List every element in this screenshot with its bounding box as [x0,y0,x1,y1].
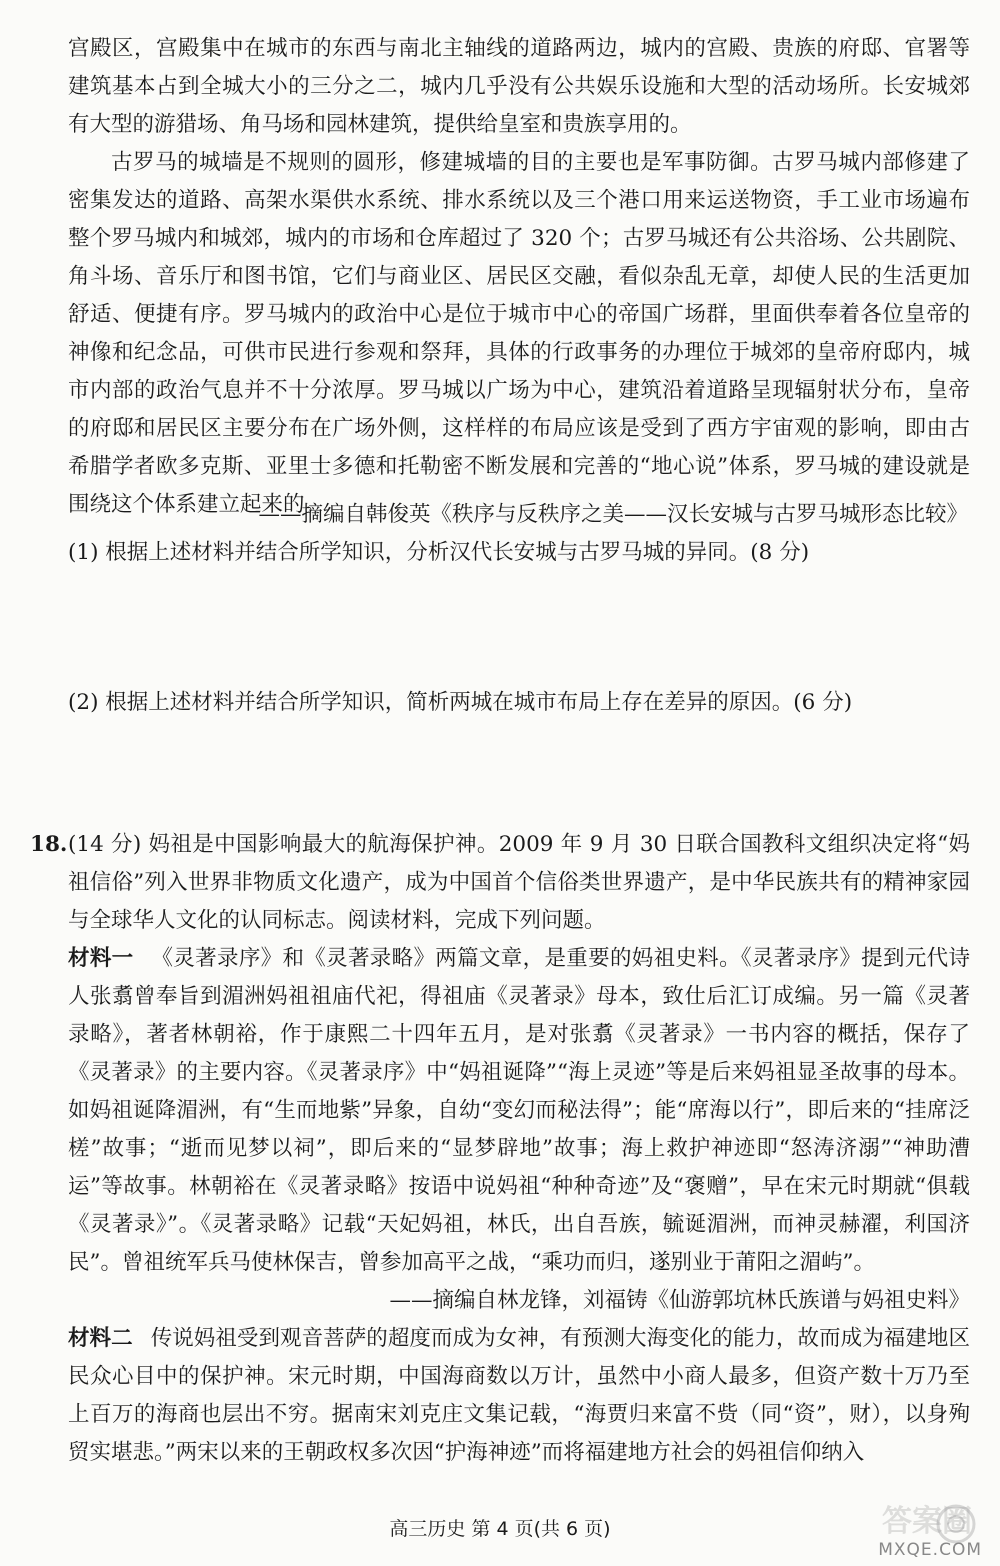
material-one [68,940,970,1282]
page-footer: 高三历史 第 4 页(共 6 页) [389,1518,611,1540]
question-17-part-2: (2) 根据上述材料并结合所学知识，简析两城在城市布局上存在差异的原因。(6 分) [68,690,853,715]
material-paragraph-changan: 宫殿区，宫殿集中在城市的东西与南北主轴线的道路两边，城内的宫殿、贵族的府邸、官署等建筑基本占到全城大小的三分之二，城内几乎没有公共娱乐设施和大型的活动场所。长安城郊有大型的游猎场、角马场和园林建筑，提供给皇室和贵族享用的。 [68,36,970,137]
material-two [68,1320,970,1472]
material-one-source: ——摘编自林龙锋，刘福铸《仙游郭坑林氏族谱与妈祖史料》 [389,1288,970,1313]
watermark-url: MXQE.COM [878,1540,982,1560]
question-18-intro: (14 分) 妈祖是中国影响最大的航海保护神。2009 年 9 月 30 日联合国教科文组织决定将“妈祖信俗”列入世界非物质文化遗产，成为中国首个信俗类世界遗产，是中华民族共有的精神家园与全球华人文化的认同标志。阅读材料，完成下列问题。 [68,832,970,933]
watermark-top-text: 答案圈 [882,1504,972,1539]
material-one-text: 《灵著录序》和《灵著录略》两篇文章，是重要的妈祖史料。《灵著录序》提到元代诗人张翥曾奉旨到湄洲妈祖祖庙代祀，得祖庙《灵著录》母本，致仕后汇订成编。另一篇《灵著录略》，著者林朝裕，作于康熙二十四年五月，是对张翥《灵著录》一书内容的概括，保存了《灵著录》的主要内容。《灵著录序》中“妈祖诞降”“海上灵迹”等是后来妈祖显圣故事的母本。如妈祖诞降湄洲，有“生而地紫”异象，自幼“变幻而秘法得”；能“席海以行”，即后来的“挂席泛槎”故事；“逝而见梦以祠”，即后来的“显梦辟地”故事；海上救护神迹即“怒涛济溺”“神助漕运”等故事。林朝裕在《灵著录略》按语中说妈祖“种种奇迹”及“褒赠”，早在宋元时期就“俱载《灵著录》”。《灵著录略》记载“天妃妈祖，林氏，出自吾族，毓诞湄洲，而神灵赫濯，利国济民”。曾祖统军兵马使林保吉，曾参加高平之战，“乘功而归，遂别业于莆阳之湄屿”。 [68,946,970,1275]
question-18 [30,826,970,1472]
material-two-label: 材料二 [68,1326,133,1351]
material-paragraph-rome: 古罗马的城墙是不规则的圆形，修建城墙的目的主要也是军事防御。古罗马城内部修建了密集发达的道路、高架水渠供水系统、排水系统以及三个港口用来运送物资，手工业市场遍布整个罗马城内和城郊，城内的市场和仓库超过了 320 个；古罗马城还有公共浴场、公共剧院、角斗场、音乐厅和图书馆，它们与商业区、居民区交融，看似杂乱无章，却使人民的生活更加舒适、便捷有序。罗马城内的政治中心是位于城市中心的帝国广场群，里面供奉着各位皇帝的神像和纪念品，可供市民进行参观和祭拜，具体的行政事务的办理位于城郊的皇帝府邸内，城市内部的政治气息并不十分浓厚。罗马城以广场为中心，建筑沿着道路呈现辐射状分布，皇帝的府邸和居民区主要分布在广场外侧，这样样的布局应该是受到了西方宇宙观的影响，即由古希腊学者欧多克斯、亚里士多德和托勒密不断发展和完善的“地心说”体系，罗马城的建设就是围绕这个体系建立起来的。 [68,150,970,517]
material-one-label: 材料一 [68,946,134,971]
question-17-part-1: (1) 根据上述材料并结合所学知识，分析汉代长安城与古罗马城的异同。(8 分) [68,540,810,565]
material-two-text: 传说妈祖受到观音菩萨的超度而成为女神，有预测大海变化的能力，故而成为福建地区民众心目中的保护神。宋元时期，中国海商数以万计，虽然中小商人最多，但资产数十万乃至上百万的海商也层出不穷。据南宋刘克庄文集记载，“海贾归来富不赀（同“资”，财），以身殉贸实堪悲。”两宋以来的王朝政权多次因“护海神迹”而将福建地方社会的妈祖信仰纳入 [68,1326,970,1465]
material-source-citation: ——摘编自韩俊英《秩序与反秩序之美——汉长安城与古罗马城形态比较》 [258,502,968,527]
question-18-number: 18. [30,832,68,857]
